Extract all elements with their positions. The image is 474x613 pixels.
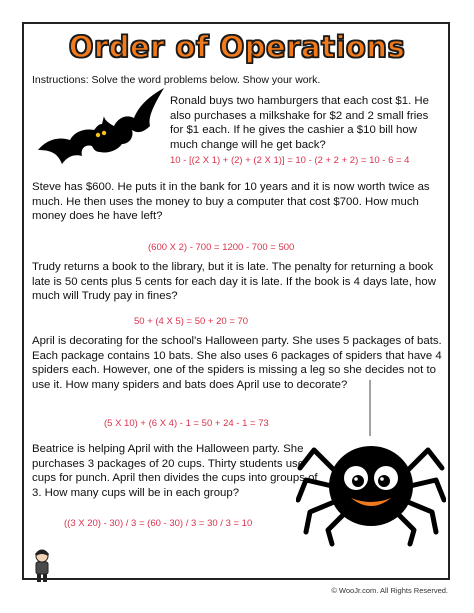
problem-1-text: Ronald buys two hamburgers that each cost $1. He also purchases a milkshake for $2 and 2 small fries for $1 each. If he gives the cashier a $10 bill how much change will he get back? (170, 95, 429, 151)
page-title: Order of Operations (68, 30, 406, 64)
spider-body (329, 446, 413, 526)
bat-eye-icon (102, 131, 106, 135)
problem-4-text: April is decorating for the school's Halloween party. She uses 5 packages of bats. Each package contains 10 bats. She also uses 6 packages of spiders that have 4 spiders each. However, one of the spiders is missing a leg so she decides not to use it. How many spiders and bats does April use to decorate? (32, 335, 442, 391)
problem-4-answer: (5 X 10) + (6 X 4) - 1 = 50 + 24 - 1 = 73 (104, 418, 269, 429)
spider-leg (300, 450, 336, 472)
spider-leg (298, 480, 332, 500)
spider-leg (406, 450, 442, 472)
bat-icon (38, 88, 164, 164)
problem-2-answer: (600 X 2) - 700 = 1200 - 700 = 500 (148, 242, 295, 253)
problem-2-text: Steve has $600. He puts it in the bank for 10 years and it is now worth twice as much. He then uses the money to buy a computer that cost $700. How much money does he have left? (32, 181, 430, 223)
problem-5-text: Beatrice is helping April with the Halloween party. She purchases 3 packages of 20 cups. Thirty students use cups for punch. April then divides the cups into groups of 3. How many cups will be in each group? (32, 443, 318, 499)
woojr-logo (30, 548, 54, 584)
problem-1-answer: 10 - [(2 X 1) + (2) + (2 X 1)] = 10 - (2 + 2 + 2) = 10 - 6 = 4 (170, 155, 410, 166)
spider-pupil (352, 475, 364, 487)
bat-illustration (34, 84, 168, 170)
problem-3-text: Trudy returns a book to the library, but it is late. The penalty for returning a book late is 50 cents plus 5 cents for each day it is late. If the book is 4 days late, how much will Trudy pay in fines? (32, 261, 436, 303)
copyright-footer: © WooJr.com. All Rights Reserved. (331, 586, 448, 595)
instructions-text: Instructions: Solve the word problems below. Show your work. (32, 74, 321, 86)
spider-leg (410, 480, 444, 500)
spider-pupil (378, 475, 390, 487)
spider-leg (398, 514, 414, 544)
bat-eye-icon (96, 133, 100, 137)
spider-leg (328, 514, 344, 544)
problem-5-answer: ((3 X 20) - 30) / 3 = (60 - 30) / 3 = 30 / 3 = 10 (64, 518, 253, 529)
problem-3-answer: 50 + (4 X 5) = 50 + 20 = 70 (134, 316, 249, 327)
spider-illustration (296, 380, 446, 548)
